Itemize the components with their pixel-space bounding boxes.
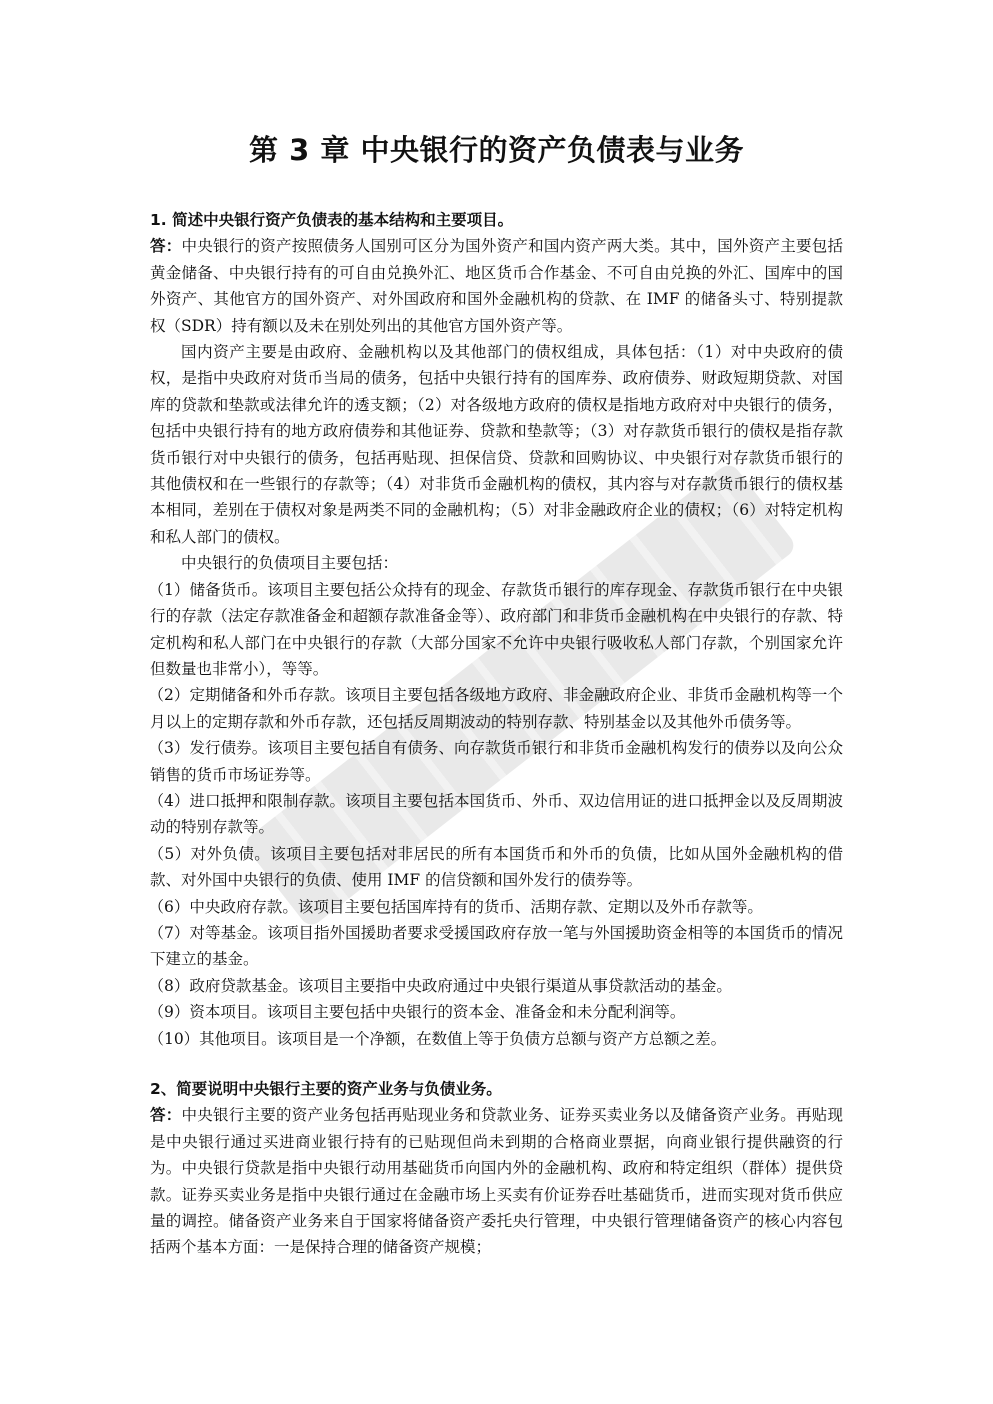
- question-2: 2、简要说明中央银行主要的资产业务与负债业务。: [150, 1080, 502, 1098]
- list-item: （2）定期储备和外币存款。该项目主要包括各级地方政府、非金融政府企业、非货币金融机构等一个月以上的定期存款和外币存款，还包括反周期波动的特别存款、特别基金以及其他外币债务等。: [148, 686, 843, 731]
- list-item: （3）发行债券。该项目主要包括自有债务、向存款货币银行和非货币金融机构发行的债券以及向公众销售的货币市场证券等。: [148, 739, 843, 784]
- list-item: （9）资本项目。该项目主要包括中央银行的资本金、准备金和未分配利润等。: [148, 1003, 686, 1022]
- list-item: （8）政府贷款基金。该项目主要指中央政府通过中央银行渠道从事贷款活动的基金。: [148, 976, 732, 995]
- answer-label: 答：: [150, 1106, 182, 1125]
- answer-2-text: 中央银行主要的资产业务包括再贴现业务和贷款业务、证券买卖业务以及储备资产业务。再贴现是中央银行通过买进商业银行持有的已贴现但尚未到期的合格商业票据，向商业银行提供融资的行为。中央银行贷款是指中央银行动用基础货币向国内外的金融机构、政府和特定组织（群体）提供贷款。证券买卖业务是指中央银行通过在金融市场上买卖有价证券吞吐基础货币，进而实现对货币供应量的调控。储备资产业务来自于国家将储备资产委托央行管理，中央银行管理储备资产的核心内容包括两个基本方面：一是保持合理的储备资产规模；: [150, 1106, 843, 1257]
- list-item: （7）对等基金。该项目指外国援助者要求受援国政府存放一笔与外国援助资金相等的本国货币的情况下建立的基金。: [148, 923, 843, 969]
- answer-1-paragraph-1: [150, 233, 843, 339]
- list-item: （10）其他项目。该项目是一个净额，在数值上等于负债方总额与资产方总额之差。: [148, 1029, 727, 1048]
- answer-1-paragraph-3: 中央银行的负债项目主要包括：: [181, 554, 399, 573]
- list-item: （6）中央政府存款。该项目主要包括国库持有的货币、活期存款、定期以及外币存款等。: [148, 897, 763, 916]
- section-gap: [150, 1052, 843, 1076]
- document-page: [150, 128, 843, 1261]
- answer-1-paragraph-2: 国内资产主要是由政府、金融机构以及其他部门的债权组成，具体包括：（1）对中央政府的债权，是指中央政府对货币当局的债务，包括中央银行持有的国库券、政府债券、财政短期贷款、对国库的贷款和垫款或法律允许的透支额；（2）对各级地方政府的债权是指地方政府对中央银行的债务，包括中央银行持有的地方政府债券和其他证券、贷款和垫款等；（3）对存款货币银行的债权是指存款货币银行对中央银行的债务，包括再贴现、担保信贷、贷款和回购协议、中央银行对存款货币银行的其他债权和在一些银行的存款等；（4）对非货币金融机构的债权，其内容与对存款货币银行的债权基本相同，差别在于债权对象是两类不同的金融机构；（5）对非金融政府企业的债权；（6）对特定机构和私人部门的债权。: [150, 343, 843, 546]
- list-item: （4）进口抵押和限制存款。该项目主要包括本国货币、外币、双边信用证的进口抵押金以及反周期波动的特别存款等。: [148, 791, 843, 837]
- question-1: 1. 简述中央银行资产负债表的基本结构和主要项目。: [150, 211, 514, 229]
- answer-2-paragraph-1: [150, 1102, 843, 1260]
- list-item: （5）对外负债。该项目主要包括对非居民的所有本国货币和外币的负债，比如从国外金融机构的借款、对外国中央银行的负债、使用 IMF 的信贷额和国外发行的债券等。: [148, 844, 843, 890]
- answer-label: 答：: [150, 237, 182, 256]
- chapter-title: 第 3 章 中央银行的资产负债表与业务: [249, 133, 744, 167]
- answer-1-text: 中央银行的资产按照债务人国别可区分为国外资产和国内资产两大类。其中，国外资产主要包括黄金储备、中央银行持有的可自由兑换外汇、地区货币合作基金、不可自由兑换的外汇、国库中的国外资产、其他官方的国外资产、对外国政府和国外金融机构的贷款、在 IMF 的储备头寸、特别提款权（SDR）持有额以及未在别处列出的其他官方国外资产等。: [150, 237, 843, 335]
- list-item: （1）储备货币。该项目主要包括公众持有的现金、存款货币银行的库存现金、存款货币银行在中央银行的存款（法定存款准备金和超额存款准备金等）、政府部门和非货币金融机构在中央银行的存款、特定机构和私人部门在中央银行的存款（大部分国家不允许中央银行吸收私人部门存款，个别国家允许但数量也非常小），等等。: [148, 580, 843, 678]
